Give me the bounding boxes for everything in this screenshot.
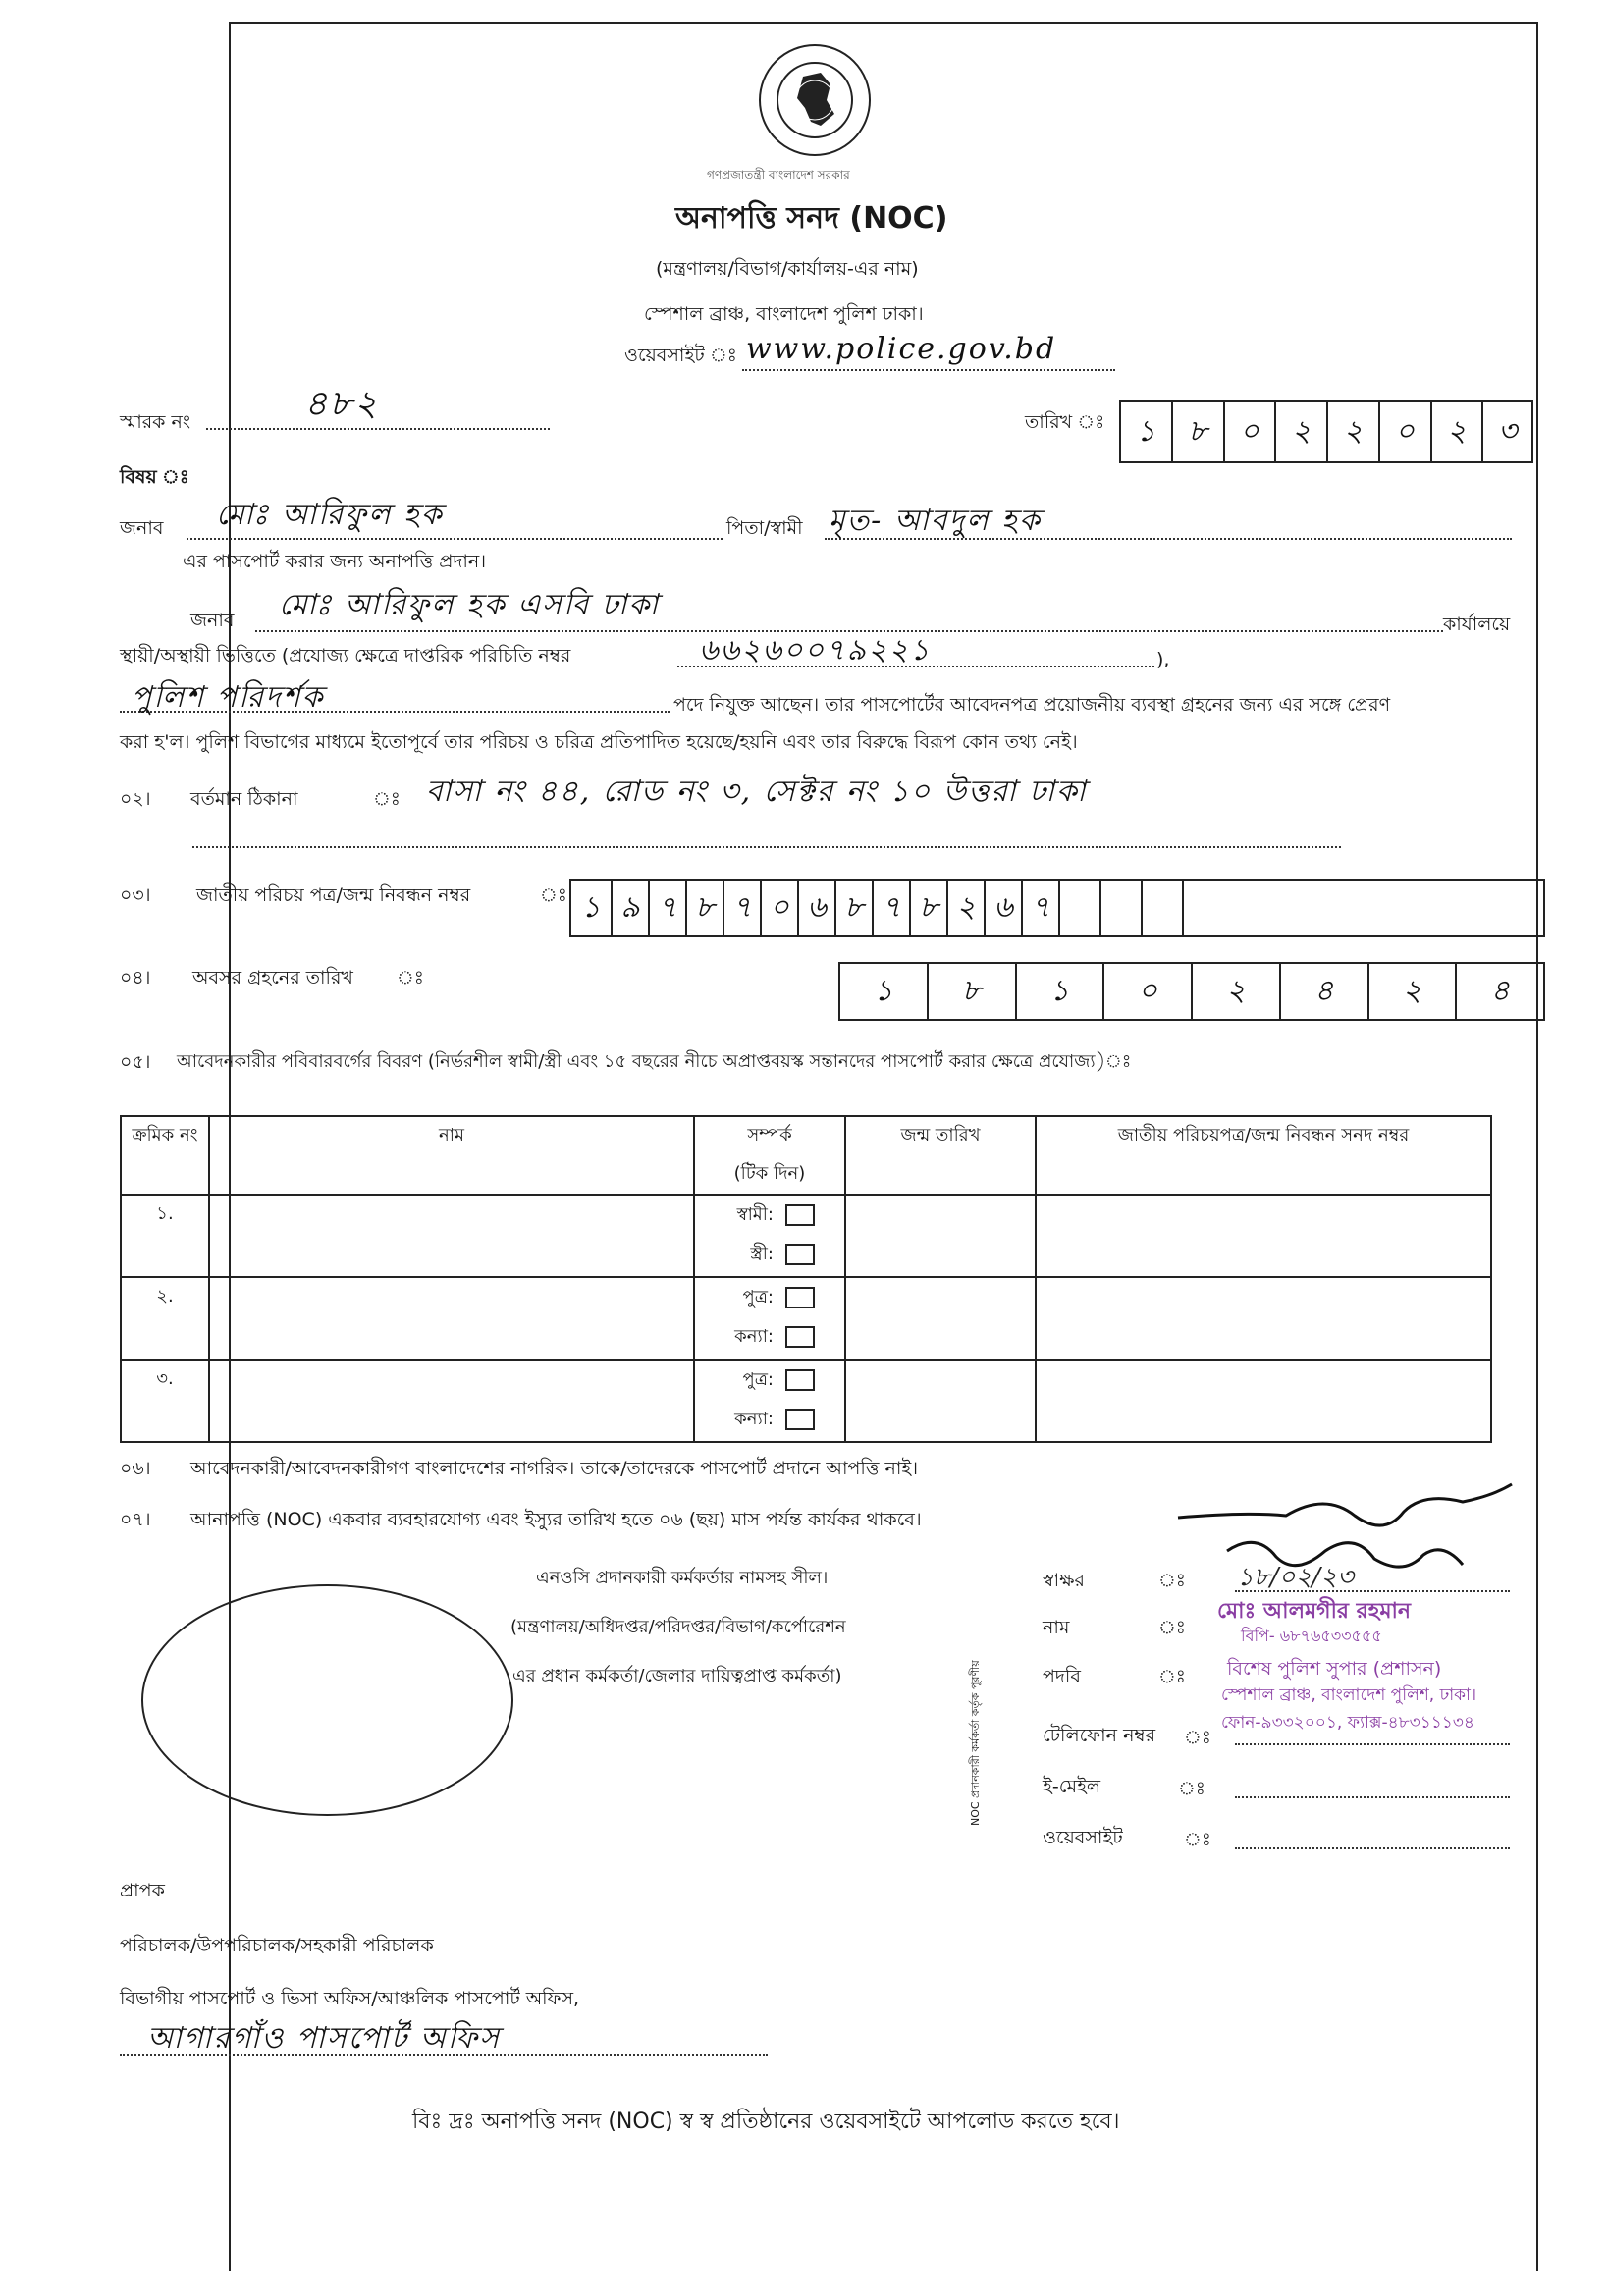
- relation-option: [695, 1278, 844, 1317]
- nid-digit: ২: [948, 881, 986, 935]
- item04-num: ০৪।: [120, 967, 151, 988]
- page-title: অনাপত্তি সনদ (NOC): [675, 201, 948, 236]
- stamp-phone: ফোন-৯৩৩২০০১, ফ্যাক্স-৪৮৩১১১৩৪: [1221, 1713, 1474, 1733]
- relation-label: স্বামী:: [736, 1204, 774, 1225]
- nid-digit: [1101, 881, 1143, 935]
- row-serial: ১.: [121, 1195, 209, 1277]
- designation-colon: ঃ: [1158, 1666, 1186, 1687]
- checkbox[interactable]: [785, 1409, 815, 1430]
- janab2-label: জনাব: [190, 610, 235, 631]
- email-dots: [1235, 1796, 1510, 1798]
- designation: পুলিশ পরিদর্শক: [132, 680, 325, 715]
- header-relation-label: সম্পর্ক: [747, 1125, 792, 1146]
- seal-oval: [141, 1584, 513, 1816]
- nid-digit: ৭: [724, 881, 762, 935]
- designation-label: পদবি: [1043, 1666, 1081, 1687]
- sign-colon: ঃ: [1158, 1570, 1186, 1591]
- family-table: [120, 1115, 1492, 1443]
- item05-label: আবেদনকারীর পবিবারবর্গের বিবরণ (নির্ভরশীল স্বামী/স্ত্রী এবং ১৫ বছরের নীচে অপ্রাপ্তবয়স্ক সন্তানদের পাসপোর্ট করার ক্ষেত্রে প্রযোজ্য)ঃ: [177, 1051, 1132, 1072]
- text-line4: করা হ'ল। পুলিশ বিভাগের মাধ্যমে ইতোপূর্বে তার পরিচয় ও চরিত্র প্রতিপাদিত হয়েছে/হয়নি এবং তার বিরুদ্ধে বিরূপ কোন তথ্য নেই।: [120, 731, 1078, 753]
- emblem-ring-text: গণপ্রজাতন্ত্রী বাংলাদেশ সরকার: [707, 168, 850, 182]
- table-row: [121, 1360, 1491, 1442]
- retire-digit: ১: [840, 964, 929, 1019]
- nid-digit: ৮: [687, 881, 724, 935]
- office-suffix: কার্যালয়ে: [1443, 614, 1511, 635]
- table-header-row: [121, 1116, 1491, 1195]
- row-dob: [845, 1195, 1036, 1277]
- retire-digit: ৮: [929, 964, 1017, 1019]
- relation-label: কন্যা:: [734, 1409, 774, 1429]
- nid-digit: ৮: [911, 881, 948, 935]
- checkbox[interactable]: [785, 1287, 815, 1308]
- seal-line3: এর প্রধান কর্মকর্তা/জেলার দায়িত্বপ্রাপ্ত কর্মকর্তা): [512, 1666, 842, 1686]
- stamp-designation: বিশেষ পুলিশ সুপার (প্রশাসন): [1227, 1658, 1442, 1680]
- row-nid: [1036, 1360, 1491, 1442]
- retire-digit: ০: [1104, 964, 1193, 1019]
- nid-digit: ৭: [1023, 881, 1060, 935]
- checkbox[interactable]: [785, 1326, 815, 1348]
- header-relation: [694, 1116, 845, 1195]
- relation-label: স্ত্রী:: [750, 1244, 774, 1264]
- nid-digit: ৬: [799, 881, 836, 935]
- row-relation: [694, 1277, 845, 1360]
- father-value: মৃত- আবদুল হক: [829, 504, 1042, 538]
- item04-label: অবসর গ্রহনের তারিখ: [192, 967, 353, 988]
- nid-digit: ৯: [613, 881, 650, 935]
- retire-digit: ২: [1369, 964, 1458, 1019]
- stamp-date: ১৮/০২/২৩: [1237, 1563, 1354, 1592]
- father-label: পিতা/স্বামী: [726, 517, 803, 539]
- date-digit: ১: [1121, 402, 1173, 461]
- decl07-text: আনাপত্তি (NOC) একবার ব্যবহারযোগ্য এবং ইস্যুর তারিখ হতে ০৬ (ছয়) মাস পর্যন্ত কার্যকর থাকবে।: [190, 1509, 922, 1530]
- website-sig-colon: ঃ: [1184, 1829, 1211, 1850]
- checkbox[interactable]: [785, 1204, 815, 1226]
- recipient-dots: [120, 2054, 768, 2056]
- relation-label: পুত্র:: [742, 1287, 774, 1308]
- header-nid: জাতীয় পরিচয়পত্র/জন্ম নিবন্ধন সনদ নম্বর: [1036, 1116, 1491, 1195]
- row-nid: [1036, 1195, 1491, 1277]
- memo-label: স্মারক নং: [120, 411, 191, 433]
- sign-label: স্বাক্ষর: [1043, 1570, 1085, 1591]
- email-label: ই-মেইল: [1043, 1776, 1101, 1797]
- nid-digit: ৮: [836, 881, 874, 935]
- stamp-bp: বিপি- ৬৮৭৬৫৩৩৫৫৫: [1241, 1627, 1382, 1645]
- nid-digit: ৭: [874, 881, 911, 935]
- row-relation: [694, 1195, 845, 1277]
- phone-colon: ঃ: [1184, 1727, 1211, 1748]
- seal-line1: এনওসি প্রদানকারী কর্মকর্তার নামসহ সীল।: [536, 1568, 829, 1588]
- date-boxes: [1119, 400, 1533, 463]
- item05-num: ০৫।: [120, 1051, 151, 1073]
- recipient-label: প্রাপক: [120, 1880, 165, 1901]
- website-sig-dots: [1235, 1847, 1510, 1849]
- row-serial: ২.: [121, 1277, 209, 1360]
- date-digit: ০: [1225, 402, 1277, 461]
- date-digit: ৩: [1497, 413, 1518, 449]
- item03-num: ০৩।: [120, 884, 151, 906]
- retire-digit: ৪: [1490, 973, 1510, 1008]
- recipient-office-value: আগারগাঁও পাসপোর্ট অফিস: [147, 2021, 502, 2056]
- row-dob: [845, 1277, 1036, 1360]
- nid-digit: ০: [762, 881, 799, 935]
- relation-option: [695, 1196, 844, 1235]
- row-relation: [694, 1360, 845, 1442]
- relation-option: [695, 1235, 844, 1274]
- date-digit: ০: [1380, 402, 1432, 461]
- office-name: স্পেশাল ব্রাঞ্চ, বাংলাদেশ পুলিশ ঢাকা।: [644, 303, 924, 325]
- item03-label: জাতীয় পরিচয় পত্র/জন্ম নিবন্ধন নম্বর: [196, 884, 471, 906]
- date-digit: ২: [1432, 402, 1484, 461]
- row-nid: [1036, 1277, 1491, 1360]
- government-emblem: [756, 41, 874, 159]
- item04-colon: ঃ: [397, 967, 424, 988]
- date-label: তারিখ ঃ: [1025, 411, 1105, 433]
- header-dob: জন্ম তারিখ: [845, 1116, 1036, 1195]
- date-digit: ২: [1276, 402, 1328, 461]
- header-relation-sub: (টিক দিন): [733, 1163, 806, 1184]
- table-row: [121, 1277, 1491, 1360]
- website-value: www.police.gov.bd: [746, 332, 1057, 366]
- name-colon: ঃ: [1158, 1617, 1186, 1638]
- sign-dots: [1235, 1590, 1510, 1592]
- purpose-line: এর পাসপোর্ট করার জন্য অনাপত্তি প্রদান।: [183, 551, 487, 572]
- relation-option: [695, 1361, 844, 1400]
- nid-digit: [1143, 881, 1184, 935]
- relation-option: [695, 1317, 844, 1357]
- memo-value: ৪৮২: [304, 384, 380, 424]
- row-name: [209, 1277, 694, 1360]
- text-line3: পদে নিযুক্ত আছেন। তার পাসপোর্টের আবেদনপত্র প্রয়োজনীয় ব্যবস্থা গ্রহনের জন্য এর সঙ্গে প্রেরণ: [673, 694, 1391, 716]
- decl07-num: ০৭।: [120, 1509, 151, 1530]
- decl06-text: আবেদনকারী/আবেদনকারীগণ বাংলাদেশের নাগরিক। তাকে/তাদেরকে পাসপোর্ট প্রদানে আপত্তি নাই।: [190, 1458, 919, 1479]
- stamp-office: স্পেশাল ব্রাঞ্চ, বাংলাদেশ পুলিশ, ঢাকা।: [1221, 1685, 1477, 1705]
- item02-num: ০২।: [120, 788, 151, 810]
- nid-digit: [1184, 881, 1223, 935]
- retire-digit: ১: [1017, 964, 1105, 1019]
- item03-colon: ঃ: [540, 884, 567, 906]
- retire-digit: ৪: [1281, 964, 1369, 1019]
- subject-label: বিষয় ঃ: [120, 466, 189, 488]
- footer-note: বিঃ দ্রঃ অনাপত্তি সনদ (NOC) স্ব স্ব প্রতিষ্ঠানের ওয়েবসাইটে আপলোড করতে হবে।: [412, 2109, 1120, 2134]
- header-name: নাম: [209, 1116, 694, 1195]
- checkbox[interactable]: [785, 1369, 815, 1391]
- row-serial: ৩.: [121, 1360, 209, 1442]
- nid-digit: ১: [571, 881, 613, 935]
- service-line: স্থায়ী/অস্থায়ী ভিত্তিতে (প্রযোজ্য ক্ষেত্রে দাপ্তরিক পরিচিতি নম্বর: [120, 645, 571, 667]
- item02-colon: ঃ: [373, 788, 401, 810]
- recipient-director: পরিচালক/উপপরিচালক/সহকারী পরিচালক: [120, 1935, 434, 1956]
- nid-digit: [1060, 881, 1101, 935]
- address-dots: [192, 846, 1341, 848]
- janab-label: জনাব: [120, 517, 164, 539]
- stamp-name: মোঃ আলমগীর রহমান: [1217, 1599, 1412, 1624]
- date-digit: ৮: [1173, 402, 1225, 461]
- retire-digit: ২: [1193, 964, 1281, 1019]
- seal-vertical-text: NOC প্রদানকারী কর্মকর্তা কর্তৃক পূরণীয়: [969, 1660, 982, 1826]
- recipient-office: বিভাগীয় পাসপোর্ট ও ভিসা অফিস/আঞ্চলিক পাসপোর্ট অফিস,: [120, 1988, 580, 2009]
- decl06-num: ০৬।: [120, 1458, 151, 1479]
- nid-digit: ৭: [650, 881, 687, 935]
- applicant-name: মোঃ আরিফুল হক: [216, 498, 444, 532]
- subtitle: (মন্ত্রণালয়/বিভাগ/কার্যালয়-এর নাম): [656, 258, 919, 280]
- nid-boxes: [569, 879, 1545, 937]
- table-row: [121, 1195, 1491, 1277]
- row-name: [209, 1195, 694, 1277]
- relation-option: [695, 1400, 844, 1439]
- name-office: মোঃ আরিফুল হক এসবি ঢাকা: [279, 588, 661, 622]
- id-close: ),: [1156, 649, 1170, 670]
- seal-line2: (মন্ত্রণালয়/অধিদপ্তর/পরিদপ্তর/বিভাগ/কর্পোরেশন: [510, 1617, 846, 1637]
- website-dots: [742, 369, 1115, 371]
- row-name: [209, 1360, 694, 1442]
- name-label: নাম: [1043, 1617, 1070, 1638]
- header-serial: ক্রমিক নং: [121, 1116, 209, 1195]
- website-label: ওয়েবসাইট ঃ: [624, 345, 737, 366]
- checkbox[interactable]: [785, 1244, 815, 1265]
- date-digit: ২: [1328, 402, 1380, 461]
- retire-boxes: [838, 962, 1545, 1021]
- item02-label: বর্তমান ঠিকানা: [190, 788, 298, 810]
- address-value: বাসা নং ৪৪, রোড নং ৩, সেক্টর নং ১০ উত্তরা ঢাকা: [426, 774, 1088, 809]
- row-dob: [845, 1360, 1036, 1442]
- phone-dots: [1235, 1743, 1510, 1745]
- relation-label: পুত্র:: [742, 1369, 774, 1390]
- id-number: ৬৬২৬০০৭৯২২১: [699, 633, 932, 667]
- email-colon: ঃ: [1178, 1778, 1205, 1799]
- relation-label: কন্যা:: [734, 1326, 774, 1347]
- website-sig-label: ওয়েবসাইট: [1043, 1827, 1123, 1848]
- phone-label: টেলিফোন নম্বর: [1043, 1725, 1156, 1746]
- nid-digit: ৬: [986, 881, 1023, 935]
